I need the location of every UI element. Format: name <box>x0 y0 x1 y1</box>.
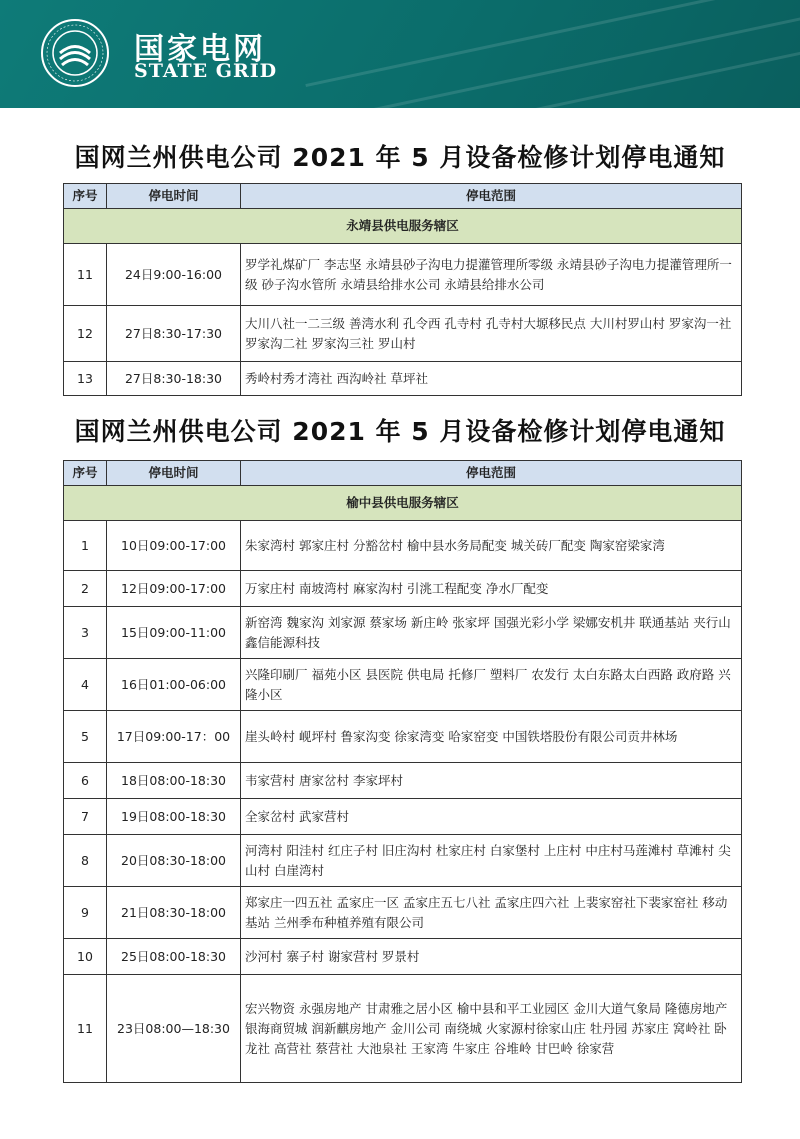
table-row <box>64 887 742 939</box>
district-name: 榆中县供电服务辖区 <box>64 486 742 521</box>
outage-time: 27日8:30-18:30 <box>107 362 241 396</box>
outage-time: 16日01:00-06:00 <box>107 659 241 711</box>
outage-time: 27日8:30-17:30 <box>107 306 241 362</box>
outage-area: 崖头岭村 岘坪村 鲁家沟变 徐家湾变 哈家窑变 中国铁塔股份有限公司贡井林场 <box>241 711 742 763</box>
outage-area: 郑家庄一四五社 孟家庄一区 孟家庄五七八社 孟家庄四六社 上裴家窑社下裴家窑社 移动基站 兰州季布种植养殖有限公司 <box>241 887 742 939</box>
logo-chinese-name: 国家电网 <box>134 32 266 67</box>
outage-area: 新窑湾 魏家沟 刘家源 蔡家场 新庄岭 张家坪 国强光彩小学 梁娜安机井 联通基站 夹行山 鑫信能源科技 <box>241 607 742 659</box>
logo-english-name: STATE GRID <box>134 60 278 82</box>
table-row <box>64 763 742 799</box>
table-row <box>64 799 742 835</box>
column-header-row <box>64 461 742 486</box>
outage-area: 万家庄村 南坡湾村 麻家沟村 引洮工程配变 净水厂配变 <box>241 571 742 607</box>
table-row <box>64 939 742 975</box>
table-row <box>64 521 742 571</box>
outage-area: 秀岭村秀才湾社 西沟岭社 草坪社 <box>241 362 742 396</box>
outage-time: 21日08:30-18:00 <box>107 887 241 939</box>
row-number: 10 <box>64 939 107 975</box>
state-grid-logo-icon <box>40 18 110 88</box>
outage-area: 大川八社一二三级 善湾水利 孔令西 孔寺村 孔寺村大塬移民点 大川村罗山村 罗家沟一社 罗家沟二社 罗家沟三社 罗山村 <box>241 306 742 362</box>
outage-time: 24日9:00-16:00 <box>107 244 241 306</box>
row-number: 13 <box>64 362 107 396</box>
outage-time: 18日08:00-18:30 <box>107 763 241 799</box>
outage-area: 全家岔村 武家营村 <box>241 799 742 835</box>
header-banner <box>0 0 800 108</box>
outage-area: 宏兴物资 永强房地产 甘肃雅之居小区 榆中县和平工业园区 金川大道气象局 隆德房地产 银海商贸城 润新麒房地产 金川公司 南绕城 火家源村徐家山庄 牡丹园 苏家庄 窝岭社 卧龙社 高营社 蔡营社 大池泉社 王家湾 牛家庄 谷堆岭 甘巴岭 徐家营 <box>241 975 742 1083</box>
row-number: 8 <box>64 835 107 887</box>
row-number: 12 <box>64 306 107 362</box>
table-row <box>64 607 742 659</box>
notice-title: 国网兰州供电公司 2021 年 5 月设备检修计划停电通知 <box>74 143 726 172</box>
column-header-area: 停电范围 <box>241 461 742 486</box>
row-number: 5 <box>64 711 107 763</box>
outage-time: 12日09:00-17:00 <box>107 571 241 607</box>
banner-stripe <box>305 0 800 87</box>
notice-title: 国网兰州供电公司 2021 年 5 月设备检修计划停电通知 <box>74 417 726 446</box>
outage-table-yuzhong <box>63 460 742 1083</box>
table-row <box>64 306 742 362</box>
column-header-area: 停电范围 <box>241 184 742 209</box>
column-header-time: 停电时间 <box>107 184 241 209</box>
table-row <box>64 975 742 1083</box>
table-row <box>64 835 742 887</box>
row-number: 11 <box>64 975 107 1083</box>
district-row <box>64 486 742 521</box>
table-row <box>64 362 742 396</box>
outage-area: 兴隆印刷厂 福苑小区 县医院 供电局 托修厂 塑料厂 农发行 太白东路太白西路 政府路 兴隆小区 <box>241 659 742 711</box>
row-number: 2 <box>64 571 107 607</box>
outage-time: 25日08:00-18:30 <box>107 939 241 975</box>
outage-area: 韦家营村 唐家岔村 李家坪村 <box>241 763 742 799</box>
table-row <box>64 659 742 711</box>
outage-time: 23日08:00—18:30 <box>107 975 241 1083</box>
outage-area: 沙河村 寨子村 谢家营村 罗景村 <box>241 939 742 975</box>
row-number: 3 <box>64 607 107 659</box>
outage-time: 15日09:00-11:00 <box>107 607 241 659</box>
district-row <box>64 209 742 244</box>
outage-area-text: 罗学礼煤矿厂 李志坚 永靖县砂子沟电力提灌管理所零级 永靖县砂子沟电力提灌管理所一级 砂子沟水管所 永靖县给排水公司 永靖县给排水公司 <box>245 256 732 292</box>
banner-stripe <box>424 44 800 108</box>
column-header-no: 序号 <box>64 461 107 486</box>
row-number: 11 <box>64 244 107 306</box>
outage-area: 河湾村 阳洼村 红庄子村 旧庄沟村 杜家庄村 白家堡村 上庄村 中庄村马莲滩村 草滩村 尖山村 白崖湾村 <box>241 835 742 887</box>
column-header-no: 序号 <box>64 184 107 209</box>
outage-table-yongjing <box>63 183 742 396</box>
outage-time: 17日09:00-17：00 <box>107 711 241 763</box>
table-row <box>64 711 742 763</box>
column-header-time: 停电时间 <box>107 461 241 486</box>
row-number: 7 <box>64 799 107 835</box>
table-row <box>64 571 742 607</box>
outage-area: 朱家湾村 郭家庄村 分豁岔村 榆中县水务局配变 城关砖厂配变 陶家窑梁家湾 <box>241 521 742 571</box>
outage-time: 20日08:30-18:00 <box>107 835 241 887</box>
row-number: 1 <box>64 521 107 571</box>
outage-area <box>241 244 742 306</box>
district-name: 永靖县供电服务辖区 <box>64 209 742 244</box>
row-number: 6 <box>64 763 107 799</box>
column-header-row <box>64 184 742 209</box>
table-row <box>64 244 742 306</box>
outage-time: 19日08:00-18:30 <box>107 799 241 835</box>
row-number: 9 <box>64 887 107 939</box>
row-number: 4 <box>64 659 107 711</box>
outage-time: 10日09:00-17:00 <box>107 521 241 571</box>
